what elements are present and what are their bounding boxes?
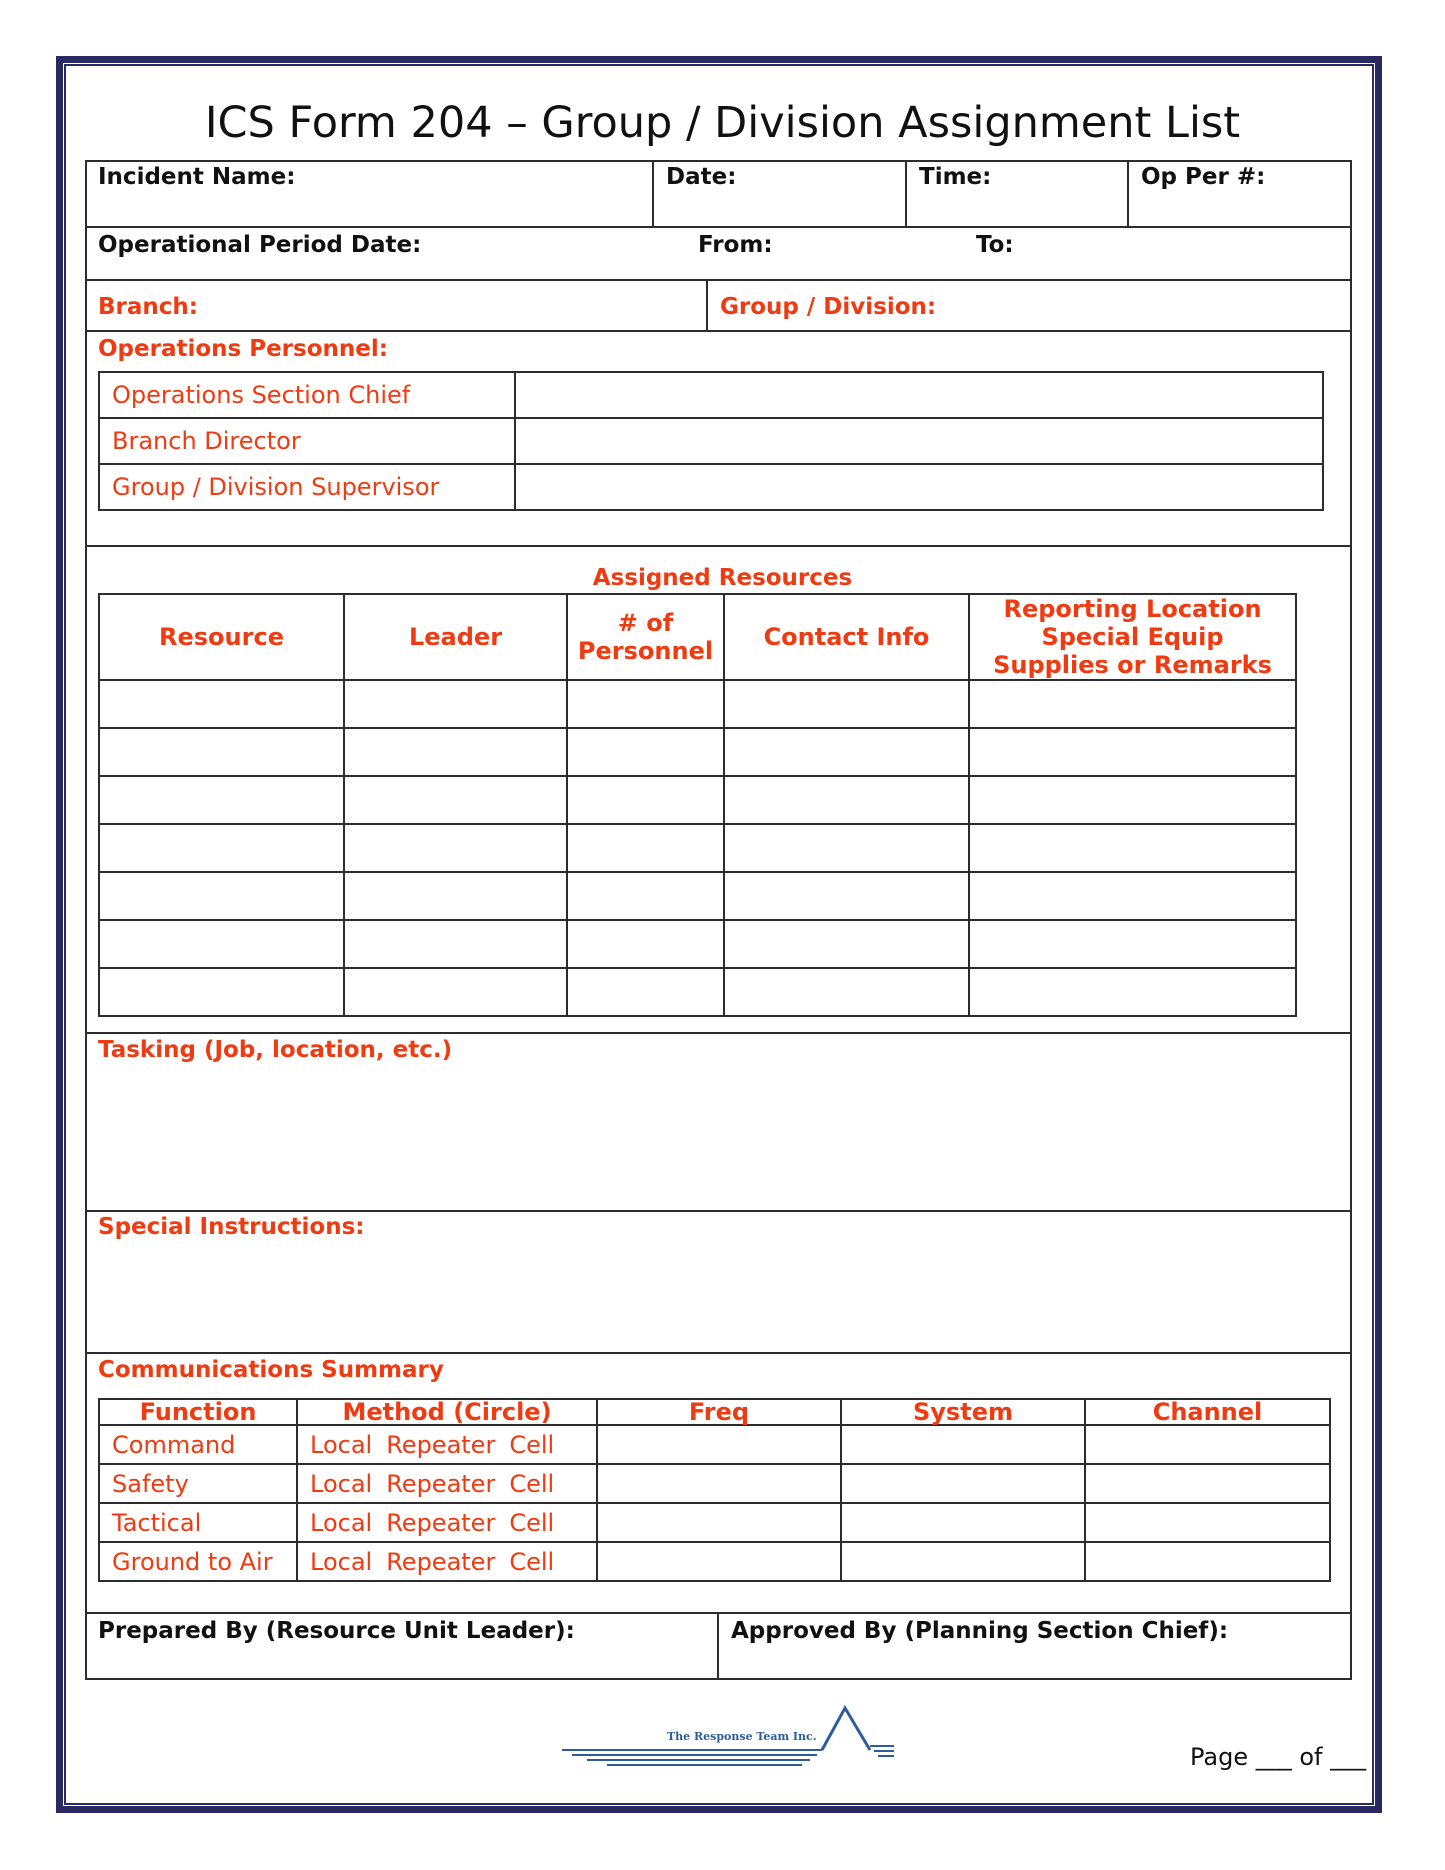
divider: [85, 545, 1352, 547]
method-option[interactable]: Cell: [509, 1547, 555, 1576]
tasking-heading: Tasking (Job, location, etc.): [98, 1037, 453, 1063]
resource-cell[interactable]: [99, 824, 344, 872]
page-number: Page ___ of ___: [1190, 1743, 1367, 1771]
personnel-name-field[interactable]: [515, 372, 1323, 418]
special-instructions-heading: Special Instructions:: [98, 1214, 365, 1240]
function-label: Safety: [99, 1464, 297, 1503]
method-option[interactable]: Repeater: [386, 1547, 496, 1576]
column-header-text: Supplies or Remarks: [993, 651, 1272, 679]
contact-info-cell[interactable]: [724, 824, 969, 872]
method-option[interactable]: Repeater: [386, 1430, 496, 1459]
column-header-contact: Contact Info: [724, 594, 969, 680]
column-header-personnel: [567, 594, 724, 680]
table-row: [99, 920, 1296, 968]
channel-cell[interactable]: [1085, 1425, 1330, 1464]
logo-text: The Response Team Inc.: [667, 1730, 817, 1743]
to-field[interactable]: To:: [976, 232, 1014, 258]
prepared-by-field[interactable]: Prepared By (Resource Unit Leader):: [98, 1618, 575, 1644]
method-option[interactable]: Cell: [509, 1508, 555, 1537]
column-header-leader: Leader: [344, 594, 567, 680]
divider: [85, 1352, 1352, 1354]
branch-field[interactable]: Branch:: [98, 294, 198, 320]
contact-info-cell[interactable]: [724, 776, 969, 824]
remarks-cell[interactable]: [969, 776, 1296, 824]
leader-cell[interactable]: [344, 872, 567, 920]
method-option[interactable]: Local: [310, 1430, 373, 1459]
divider: [1127, 160, 1129, 227]
personnel-count-cell[interactable]: [567, 824, 724, 872]
table-row: [99, 372, 1323, 418]
form-title: ICS Form 204 – Group / Division Assignment List: [204, 98, 1241, 148]
operations-personnel-table: [98, 371, 1324, 511]
time-field[interactable]: Time:: [919, 164, 992, 190]
column-header-text: Reporting Location: [1003, 595, 1262, 623]
method-option[interactable]: Repeater: [386, 1469, 496, 1498]
group-division-field[interactable]: Group / Division:: [720, 294, 937, 320]
freq-cell[interactable]: [597, 1425, 841, 1464]
personnel-role-label: Operations Section Chief: [99, 372, 515, 418]
approved-by-field[interactable]: Approved By (Planning Section Chief):: [731, 1618, 1229, 1644]
table-row: [99, 418, 1323, 464]
method-options: [297, 1542, 597, 1581]
table-row: [99, 464, 1323, 510]
contact-info-cell[interactable]: [724, 680, 969, 728]
communications-summary-heading: Communications Summary: [98, 1357, 444, 1383]
divider: [85, 279, 1352, 281]
table-row: [99, 872, 1296, 920]
divider: [706, 279, 708, 331]
leader-cell[interactable]: [344, 776, 567, 824]
table-row: [99, 968, 1296, 1016]
table-row: [99, 680, 1296, 728]
remarks-cell[interactable]: [969, 728, 1296, 776]
system-cell[interactable]: [841, 1542, 1085, 1581]
table-row: [99, 776, 1296, 824]
resource-cell[interactable]: [99, 920, 344, 968]
personnel-count-cell[interactable]: [567, 776, 724, 824]
column-header-freq: Freq: [597, 1399, 841, 1425]
leader-cell[interactable]: [344, 824, 567, 872]
leader-cell[interactable]: [344, 968, 567, 1016]
divider: [85, 1032, 1352, 1034]
table-header-row: [99, 1399, 1330, 1425]
personnel-count-cell[interactable]: [567, 872, 724, 920]
table-row: [99, 1503, 1330, 1542]
channel-cell[interactable]: [1085, 1503, 1330, 1542]
contact-info-cell[interactable]: [724, 728, 969, 776]
column-header-text: # of: [617, 609, 674, 637]
table-row: [99, 728, 1296, 776]
system-cell[interactable]: [841, 1425, 1085, 1464]
resource-cell[interactable]: [99, 872, 344, 920]
system-cell[interactable]: [841, 1503, 1085, 1542]
remarks-cell[interactable]: [969, 872, 1296, 920]
remarks-cell[interactable]: [969, 920, 1296, 968]
op-per-field[interactable]: Op Per #:: [1141, 164, 1266, 190]
divider: [652, 160, 654, 227]
operational-period-date-field[interactable]: Operational Period Date:: [98, 232, 422, 258]
table-header-row: [99, 594, 1296, 680]
freq-cell[interactable]: [597, 1503, 841, 1542]
method-option[interactable]: Repeater: [386, 1508, 496, 1537]
personnel-name-field[interactable]: [515, 418, 1323, 464]
function-label: Command: [99, 1425, 297, 1464]
operations-personnel-heading: Operations Personnel:: [98, 336, 388, 362]
method-option[interactable]: Cell: [509, 1430, 555, 1459]
personnel-role-label: Group / Division Supervisor: [99, 464, 515, 510]
method-options: [297, 1425, 597, 1464]
divider: [85, 1210, 1352, 1212]
column-header-text: Personnel: [577, 637, 714, 665]
leader-cell[interactable]: [344, 680, 567, 728]
remarks-cell[interactable]: [969, 968, 1296, 1016]
date-field[interactable]: Date:: [666, 164, 737, 190]
divider: [905, 160, 907, 227]
table-row: [99, 1425, 1330, 1464]
method-option[interactable]: Local: [310, 1508, 373, 1537]
contact-info-cell[interactable]: [724, 872, 969, 920]
column-header-text: Special Equip: [1041, 623, 1224, 651]
column-header-resource: Resource: [99, 594, 344, 680]
function-label: Tactical: [99, 1503, 297, 1542]
system-cell[interactable]: [841, 1464, 1085, 1503]
personnel-count-cell[interactable]: [567, 920, 724, 968]
channel-cell[interactable]: [1085, 1464, 1330, 1503]
assigned-resources-heading: Assigned Resources: [592, 565, 853, 591]
personnel-count-cell[interactable]: [567, 680, 724, 728]
remarks-cell[interactable]: [969, 824, 1296, 872]
personnel-count-cell[interactable]: [567, 968, 724, 1016]
personnel-name-field[interactable]: [515, 464, 1323, 510]
column-header-function: Function: [99, 1399, 297, 1425]
table-row: [99, 1464, 1330, 1503]
table-row: [99, 1542, 1330, 1581]
resource-cell[interactable]: [99, 968, 344, 1016]
leader-cell[interactable]: [344, 920, 567, 968]
method-options: [297, 1503, 597, 1542]
from-field[interactable]: From:: [698, 232, 773, 258]
resource-cell[interactable]: [99, 776, 344, 824]
column-header-system: System: [841, 1399, 1085, 1425]
resource-cell[interactable]: [99, 680, 344, 728]
remarks-cell[interactable]: [969, 680, 1296, 728]
special-instructions-field[interactable]: [98, 1248, 1338, 1348]
incident-name-field[interactable]: Incident Name:: [98, 164, 296, 190]
column-header-remarks: [969, 594, 1296, 680]
channel-cell[interactable]: [1085, 1542, 1330, 1581]
column-header-method: Method (Circle): [297, 1399, 597, 1425]
freq-cell[interactable]: [597, 1542, 841, 1581]
method-option[interactable]: Cell: [509, 1469, 555, 1498]
divider: [717, 1612, 719, 1680]
leader-cell[interactable]: [344, 728, 567, 776]
assigned-resources-table: [98, 593, 1297, 1017]
communications-table: [98, 1398, 1331, 1582]
divider: [85, 226, 1352, 228]
contact-info-cell[interactable]: [724, 968, 969, 1016]
column-header-channel: Channel: [1085, 1399, 1330, 1425]
personnel-role-label: Branch Director: [99, 418, 515, 464]
personnel-count-cell[interactable]: [567, 728, 724, 776]
freq-cell[interactable]: [597, 1464, 841, 1503]
method-option[interactable]: Local: [310, 1469, 373, 1498]
response-team-logo: [552, 1700, 902, 1768]
function-label: Ground to Air: [99, 1542, 297, 1581]
table-row: [99, 824, 1296, 872]
resource-cell[interactable]: [99, 728, 344, 776]
contact-info-cell[interactable]: [724, 920, 969, 968]
method-option[interactable]: Local: [310, 1547, 373, 1576]
tasking-field[interactable]: [98, 1070, 1338, 1205]
method-options: [297, 1464, 597, 1503]
divider: [85, 330, 1352, 332]
